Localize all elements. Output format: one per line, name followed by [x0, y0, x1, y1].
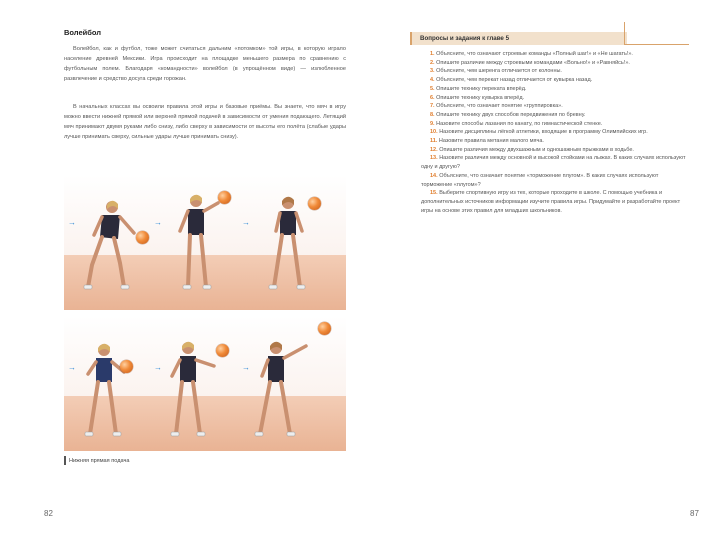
figure-caption-text: Нижняя прямая подача [69, 458, 130, 464]
player-figure [160, 336, 220, 442]
volleyball-icon [216, 344, 229, 357]
volleyball-icon [120, 360, 133, 373]
questions-list [421, 50, 689, 215]
list-item: 15. Выберите спортивную игру из тех, которые проходите в школе. С помощью учебника и дополнительных источников информации изучите правила игры. Придумайте и разработайте проект игры на основе этих правил для младших школьников. [421, 190, 681, 214]
list-item: 3. Объясните, чем шеренга отличается от колонны. [430, 68, 562, 75]
list-item: 10. Назовите дисциплины лёгкой атлетики, входящие в программу Олимпийских игр. [430, 129, 648, 136]
player-figure [246, 336, 310, 442]
questions-title: Вопросы и задания к главе 5 [420, 35, 510, 42]
player-figure [78, 195, 138, 295]
arrow-icon: → [154, 218, 162, 227]
questions-header [410, 32, 627, 45]
arrow-icon: → [242, 363, 250, 372]
list-item: 9. Назовите способы лазания по канату, по гимнастической стенке. [430, 120, 603, 127]
list-item: 13. Назовите различия между основной и высокой стойками на лыжах. В каких случаях используют одну и другую? [421, 155, 686, 171]
serve-illustration-row-1 [64, 175, 346, 310]
arrow-icon: → [68, 363, 76, 372]
volleyball-icon [136, 231, 149, 244]
list-item: 5. Опишите технику переката вперёд. [430, 85, 527, 92]
list-item: 6. Опишите технику кувырка вперёд. [430, 94, 525, 101]
paragraph-1: Волейбол, как и футбол, тоже может считаться дальним «потомком» той игры, в которую играло население древней Мексики. Игра происходит на площадке меньшего размера по сравнению с футбольным полем. Благодаря «командности» волейбол (в упрощённом виде) — излюбленное развлечение и средство досуга среди горожан. [64, 46, 346, 82]
serve-illustration-row-2 [64, 316, 346, 451]
right-page [360, 0, 720, 540]
player-figure [168, 189, 228, 295]
arrow-icon: → [68, 218, 76, 227]
volleyball-icon [318, 322, 331, 335]
arrow-icon: → [242, 218, 250, 227]
list-item: 14. Объясните, что означает понятие «торможение плугом». В каких случаях используют торможение «плугом»? [421, 172, 659, 188]
list-item: 12. Опишите различия между двухшажным и одношажным прыжками в ходьбе. [430, 146, 634, 153]
page-number-right: 87 [690, 509, 699, 518]
volleyball-icon [218, 191, 231, 204]
player-figure [74, 338, 134, 442]
list-item: 7. Объясните, что означает понятие «группировка». [430, 103, 563, 110]
list-item: 1. Объясните, что означают строевые команды «Полный шаг!» и «Не шагать!». [430, 51, 633, 57]
arrow-icon: → [154, 363, 162, 372]
figure-caption [64, 456, 244, 467]
page-number-left: 82 [44, 509, 53, 518]
caption-marker [64, 456, 66, 465]
list-item: 4. Объясните, чем перекат назад отличается от кувырка назад. [430, 77, 593, 84]
list-item: 2. Опишите различие между строевыми командами «Вольно!» и «Равняйсь!». [430, 59, 630, 66]
paragraph-2: В начальных классах вы освоили правила этой игры и базовые приёмы. Вы знаете, что мяч в игру можно ввести нижней прямой или верхней прямой подачей в зависимости от умения подающего. Летящий мяч принимают двумя руками либо снизу, либо сверху в зависимости от высоты его полёта (слабые удары лучше принимать сверху, сильные удары лучше принимать снизу). [64, 104, 346, 140]
list-item: 11. Назовите правила метания малого мяча. [430, 138, 544, 145]
volleyball-icon [308, 197, 321, 210]
section-title: Волейбол [64, 28, 102, 37]
list-item: 8. Опишите технику двух способов передвижения по бревну. [430, 111, 586, 118]
